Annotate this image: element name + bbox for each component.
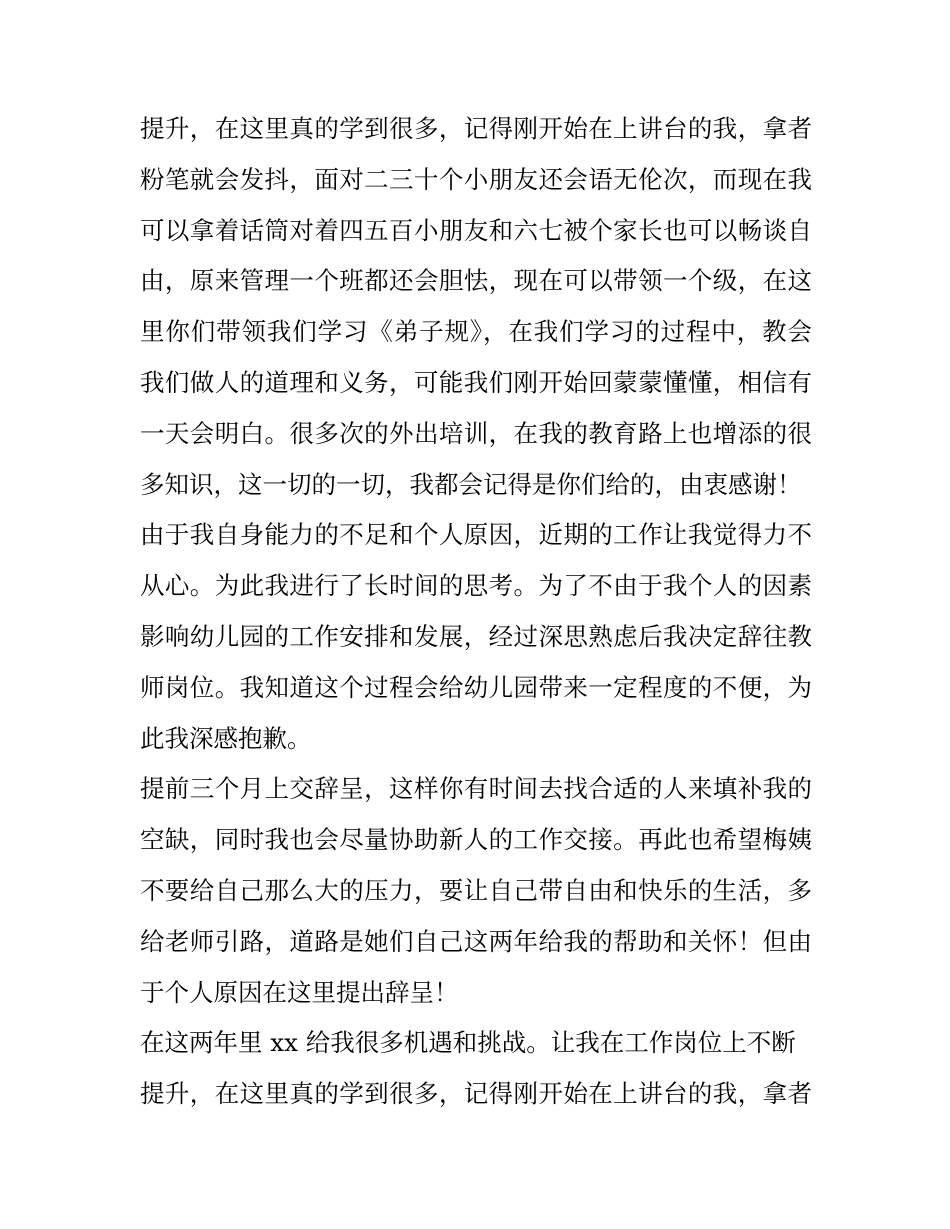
text-line: 空缺，同时我也会尽量协助新人的工作交接。再此也希望梅姨 [140,825,812,855]
text-line: 一天会明白。很多次的外出培训，在我的教育路上也增添的很 [140,418,812,448]
text-line: 提升，在这里真的学到很多，记得刚开始在上讲台的我，拿者 [140,1079,812,1109]
text-line: 粉笔就会发抖，面对二三十个小朋友还会语无伦次，而现在我 [140,164,812,194]
text-line: 可以拿着话筒对着四五百小朋友和六七被个家长也可以畅谈自 [140,215,812,245]
text-line: 由，原来管理一个班都还会胆怯，现在可以带领一个级，在这 [140,266,812,296]
text-line: 提升，在这里真的学到很多，记得刚开始在上讲台的我，拿者 [140,114,812,143]
text-line: 提前三个月上交辞呈，这样你有时间去找合适的人来填补我的 [140,774,812,804]
text-line: 多知识，这一切的一切，我都会记得是你们给的，由衷感谢！ [140,469,802,499]
text-line: 我们做人的道理和义务，可能我们刚开始回蒙蒙懂懂，相信有 [140,367,812,397]
text-line: 给老师引路，道路是她们自己这两年给我的帮助和关怀！但由 [140,926,812,956]
text-line: 师岗位。我知道这个过程会给幼儿园带来一定程度的不便，为 [140,672,812,702]
text-line: 从心。为此我进行了长时间的思考。为了不由于我个人的因素 [140,571,812,601]
text-line: 此我深感抱歉。 [140,723,312,753]
text-line: 由于我自身能力的不足和个人原因，近期的工作让我觉得力不 [140,520,812,550]
text-line: 影响幼儿园的工作安排和发展，经过深思熟虑后我决定辞往教 [140,621,812,651]
text-line: 于个人原因在这里提出辞呈！ [140,977,459,1007]
text-line: 不要给自己那么大的压力，要让自己带自由和快乐的生活，多 [140,875,812,905]
text-line: 在这两年里 xx 给我很多机遇和挑战。让我在工作岗位上不断 [140,1028,796,1058]
document-body [140,104,812,1120]
text-line: 里你们带领我们学习《弟子规》，在我们学习的过程中，教会 [140,317,812,347]
